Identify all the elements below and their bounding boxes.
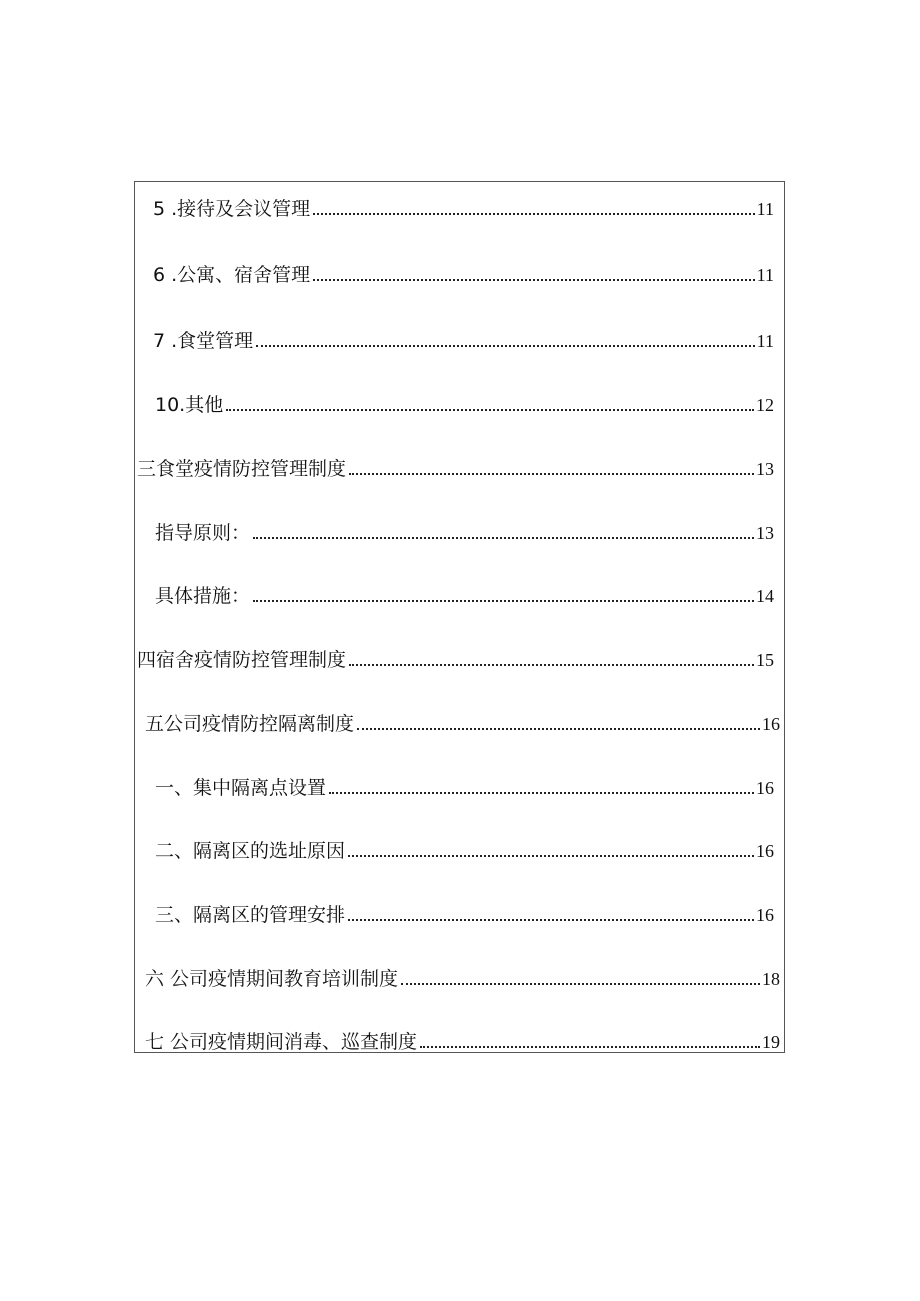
- toc-dot-leader: [313, 213, 754, 215]
- toc-entry[interactable]: [153, 326, 774, 352]
- toc-entry-label: 四宿舍疫情防控管理制度: [137, 649, 347, 671]
- toc-entry-label: 三、隔离区的管理安排: [155, 904, 346, 926]
- toc-page-number: 19: [762, 1032, 780, 1052]
- toc-dot-leader: [329, 792, 754, 794]
- toc-dot-leader: [401, 983, 760, 985]
- toc-dot-leader: [253, 600, 754, 602]
- toc-page-number: 14: [756, 586, 774, 606]
- toc-page-number: 18: [762, 969, 780, 989]
- toc-entry[interactable]: [153, 194, 774, 220]
- toc-entry[interactable]: [145, 709, 780, 735]
- toc-page-number: 13: [756, 523, 774, 543]
- toc-entry[interactable]: [155, 900, 774, 926]
- toc-entry-label: 一、集中隔离点设置: [155, 777, 327, 799]
- table-of-contents: [134, 181, 785, 1053]
- toc-page-number: 11: [756, 331, 774, 351]
- toc-page-number: 11: [756, 265, 774, 285]
- toc-dot-leader: [420, 1046, 760, 1048]
- toc-entry[interactable]: [155, 390, 774, 416]
- toc-entry[interactable]: [145, 1027, 780, 1053]
- toc-dot-leader: [357, 728, 760, 730]
- toc-entry-label: 七 公司疫情期间消毒、巡查制度: [145, 1031, 418, 1053]
- toc-entry[interactable]: [137, 645, 774, 671]
- toc-entry-label: 10.其他: [155, 394, 224, 416]
- toc-entry[interactable]: [155, 773, 774, 799]
- toc-page-number: 16: [762, 714, 780, 734]
- toc-dot-leader: [348, 855, 754, 857]
- toc-page-number: 15: [756, 650, 774, 670]
- toc-page-number: 11: [756, 199, 774, 219]
- toc-entry-label: 6 .公寓、宿舍管理: [153, 264, 311, 286]
- toc-dot-leader: [253, 537, 754, 539]
- toc-dot-leader: [348, 919, 754, 921]
- toc-page-number: 13: [756, 459, 774, 479]
- toc-dot-leader: [349, 473, 754, 475]
- toc-entry[interactable]: [137, 454, 774, 480]
- toc-entry-label: 7 .食堂管理: [153, 330, 254, 352]
- toc-entry[interactable]: [155, 518, 774, 544]
- toc-entry-label: 指导原则：: [155, 522, 251, 544]
- toc-entry[interactable]: [145, 964, 780, 990]
- toc-entry-label: 具体措施：: [155, 585, 251, 607]
- toc-entry-label: 三食堂疫情防控管理制度: [137, 458, 347, 480]
- toc-dot-leader: [256, 345, 754, 347]
- toc-entry-label: 5 .接待及会议管理: [153, 198, 311, 220]
- toc-dot-leader: [349, 664, 754, 666]
- toc-entry[interactable]: [155, 836, 774, 862]
- toc-entry[interactable]: [153, 260, 774, 286]
- toc-entry[interactable]: [155, 581, 774, 607]
- toc-page-number: 16: [756, 905, 774, 925]
- toc-entry-label: 六 公司疫情期间教育培训制度: [145, 968, 399, 990]
- toc-dot-leader: [226, 409, 754, 411]
- toc-dot-leader: [313, 279, 754, 281]
- toc-page-number: 16: [756, 778, 774, 798]
- toc-page-number: 16: [756, 841, 774, 861]
- toc-entry-label: 二、隔离区的选址原因: [155, 840, 346, 862]
- toc-entry-label: 五公司疫情防控隔离制度: [145, 713, 355, 735]
- toc-page-number: 12: [756, 395, 774, 415]
